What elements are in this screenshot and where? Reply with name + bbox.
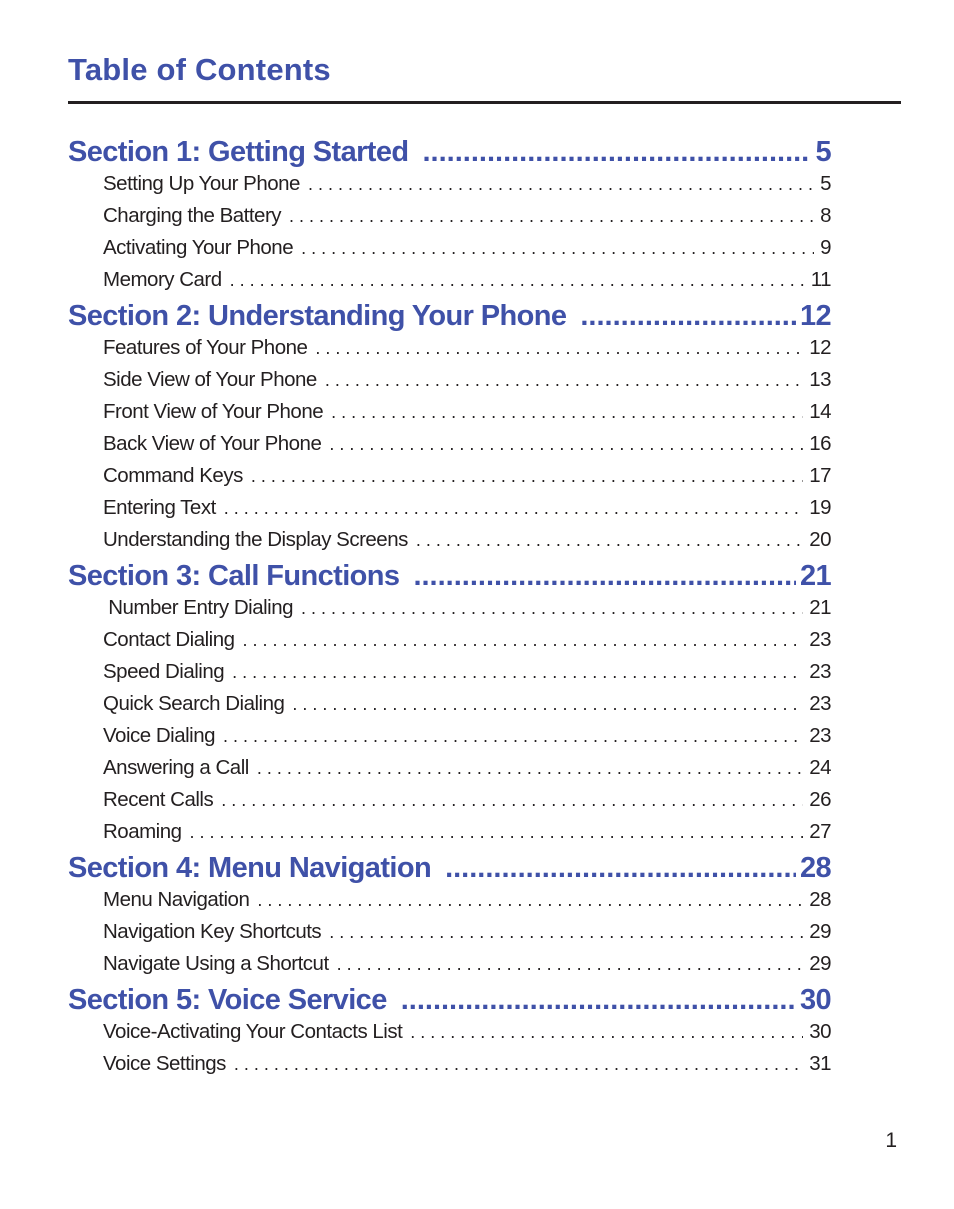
dot-leader — [331, 402, 803, 423]
dot-leader — [232, 662, 803, 683]
entry-title: Memory Card — [103, 268, 222, 291]
entry-page-number: 23 — [809, 692, 831, 715]
dot-leader — [190, 822, 804, 843]
dot-leader — [315, 338, 803, 359]
entry-title: Roaming — [103, 820, 182, 843]
toc-entry-link[interactable] — [68, 336, 831, 368]
dot-leader — [257, 890, 803, 911]
dot-leader — [224, 498, 803, 519]
entry-title: Back View of Your Phone — [103, 432, 322, 455]
dot-leader — [243, 630, 804, 651]
entry-title: Voice Dialing — [103, 724, 216, 747]
toc-entry-link[interactable] — [68, 952, 831, 984]
toc-section-link[interactable] — [68, 300, 831, 336]
entry-title: Number Entry Dialing — [103, 596, 294, 619]
page-title: Table of Contents — [68, 52, 331, 87]
toc-entry-link[interactable] — [68, 464, 831, 496]
entry-page-number: 26 — [809, 788, 831, 811]
entry-page-number: 11 — [810, 268, 831, 291]
dot-leader — [337, 954, 804, 975]
entry-title: Voice-Activating Your Contacts List — [103, 1020, 403, 1043]
section-page-number: 12 — [799, 300, 831, 332]
toc-entry-link[interactable] — [68, 236, 831, 268]
toc-entry-link[interactable] — [68, 692, 831, 724]
toc-entry-link[interactable] — [68, 660, 831, 692]
dot-leader — [580, 300, 796, 333]
entry-page-number: 5 — [820, 172, 831, 195]
entry-page-number: 12 — [809, 336, 831, 359]
entry-title: Answering a Call — [103, 756, 249, 779]
dot-leader — [308, 174, 814, 195]
dot-leader — [289, 206, 814, 227]
entry-title: Side View of Your Phone — [103, 368, 317, 391]
entry-title: Navigation Key Shortcuts — [103, 920, 322, 943]
entry-title: Command Keys — [103, 464, 243, 487]
dot-leader — [401, 984, 796, 1017]
entry-title: Contact Dialing — [103, 628, 235, 651]
entry-page-number: 21 — [809, 596, 831, 619]
entry-page-number: 29 — [809, 920, 831, 943]
toc-entry-link[interactable] — [68, 528, 831, 560]
toc-entry-link[interactable] — [68, 400, 831, 432]
entry-page-number: 16 — [809, 432, 831, 455]
dot-leader — [223, 726, 803, 747]
toc-entry-link[interactable] — [68, 1052, 831, 1084]
toc-entry-link[interactable] — [68, 756, 831, 788]
section-title: Section 3: Call Functions — [68, 560, 400, 592]
toc-entry-link[interactable] — [68, 920, 831, 952]
entry-title: Front View of Your Phone — [103, 400, 324, 423]
entry-title: Navigate Using a Shortcut — [103, 952, 329, 975]
entry-title: Speed Dialing — [103, 660, 225, 683]
dot-leader — [301, 238, 814, 259]
section-title: Section 4: Menu Navigation — [68, 852, 432, 884]
entry-title: Recent Calls — [103, 788, 214, 811]
entry-page-number: 14 — [809, 400, 831, 423]
entry-page-number: 23 — [809, 628, 831, 651]
entry-page-number: 9 — [820, 236, 831, 259]
toc-entry-link[interactable] — [68, 268, 831, 300]
dot-leader — [292, 694, 803, 715]
entry-title: Activating Your Phone — [103, 236, 294, 259]
entry-title: Entering Text — [103, 496, 216, 519]
section-title: Section 2: Understanding Your Phone — [68, 300, 567, 332]
toc-entry-link[interactable] — [68, 888, 831, 920]
section-page-number: 21 — [799, 560, 831, 592]
section-page-number: 5 — [815, 136, 831, 168]
entry-title: Features of Your Phone — [103, 336, 308, 359]
dot-leader — [230, 270, 805, 291]
entry-title: Quick Search Dialing — [103, 692, 285, 715]
dot-leader — [221, 790, 803, 811]
section-page-number: 30 — [799, 984, 831, 1016]
entry-title: Setting Up Your Phone — [103, 172, 300, 195]
entry-page-number: 20 — [809, 528, 831, 551]
entry-page-number: 17 — [809, 464, 831, 487]
page-number: 1 — [885, 1129, 897, 1152]
toc-section-link[interactable] — [68, 984, 831, 1020]
entry-page-number: 30 — [809, 1020, 831, 1043]
toc-section-link[interactable] — [68, 560, 831, 596]
dot-leader — [410, 1022, 803, 1043]
entry-page-number: 23 — [809, 660, 831, 683]
section-title: Section 5: Voice Service — [68, 984, 387, 1016]
toc-entry-link[interactable] — [68, 1020, 831, 1052]
dot-leader — [257, 758, 803, 779]
toc-entry-link[interactable] — [68, 596, 831, 628]
toc-section-link[interactable] — [68, 136, 831, 172]
toc-entry-link[interactable] — [68, 432, 831, 464]
dot-leader — [301, 598, 803, 619]
section-page-number: 28 — [799, 852, 831, 884]
toc-section-link[interactable] — [68, 852, 831, 888]
dot-leader — [445, 852, 796, 885]
dot-leader — [423, 136, 812, 169]
entry-page-number: 8 — [820, 204, 831, 227]
section-title: Section 1: Getting Started — [68, 136, 409, 168]
toc-entry-link[interactable] — [68, 496, 831, 528]
table-of-contents — [68, 136, 831, 1084]
toc-entry-link[interactable] — [68, 820, 831, 852]
dot-leader — [413, 560, 796, 593]
toc-entry-link[interactable] — [68, 204, 831, 236]
entry-page-number: 29 — [809, 952, 831, 975]
dot-leader — [329, 434, 803, 455]
entry-page-number: 23 — [809, 724, 831, 747]
toc-entry-link[interactable] — [68, 788, 831, 820]
dot-leader — [234, 1054, 803, 1075]
entry-page-number: 19 — [809, 496, 831, 519]
dot-leader — [416, 530, 803, 551]
entry-page-number: 27 — [809, 820, 831, 843]
entry-page-number: 31 — [809, 1052, 831, 1075]
toc-entry-link[interactable] — [68, 368, 831, 400]
entry-title: Menu Navigation — [103, 888, 250, 911]
toc-entry-link[interactable] — [68, 172, 831, 204]
toc-entry-link[interactable] — [68, 628, 831, 660]
entry-page-number: 28 — [809, 888, 831, 911]
entry-page-number: 13 — [809, 368, 831, 391]
title-divider — [68, 101, 901, 104]
dot-leader — [325, 370, 803, 391]
entry-title: Voice Settings — [103, 1052, 226, 1075]
dot-leader — [329, 922, 803, 943]
entry-page-number: 24 — [809, 756, 831, 779]
dot-leader — [251, 466, 803, 487]
toc-entry-link[interactable] — [68, 724, 831, 756]
entry-title: Understanding the Display Screens — [103, 528, 408, 551]
entry-title: Charging the Battery — [103, 204, 282, 227]
